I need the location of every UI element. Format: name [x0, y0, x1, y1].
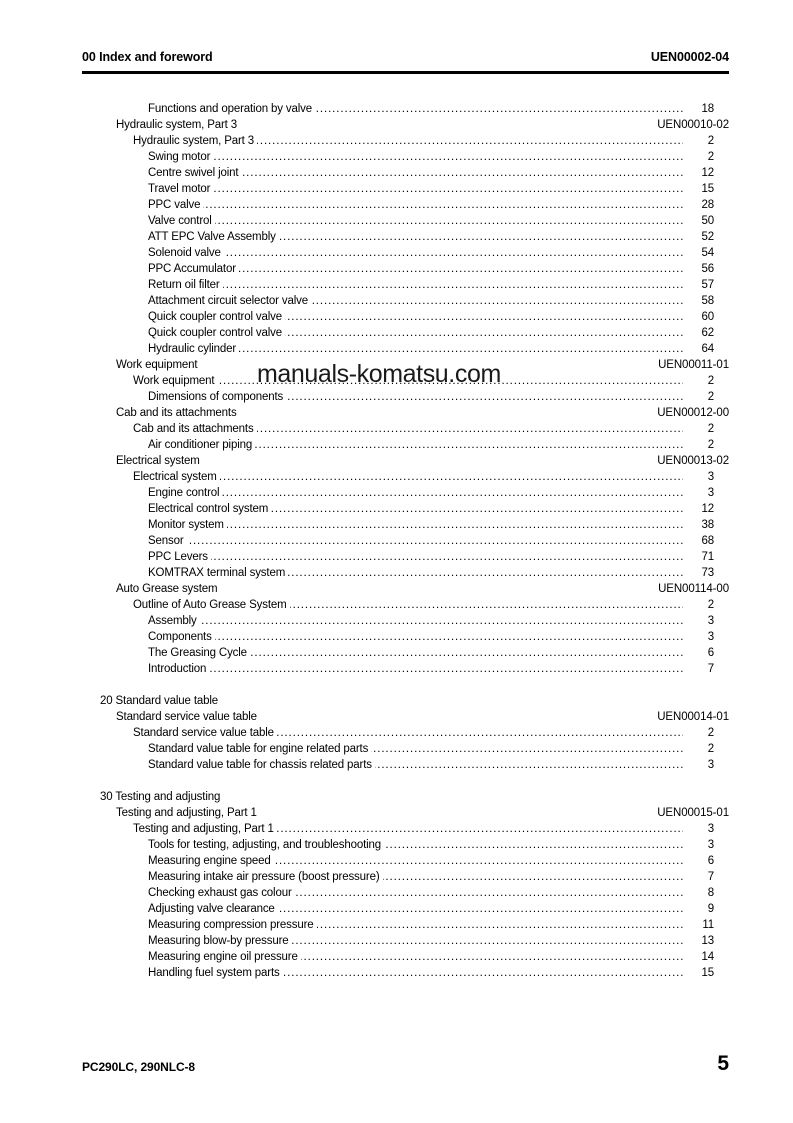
toc-entry-label: Testing and adjusting, Part 1 — [133, 821, 277, 837]
toc-row[interactable] — [0, 805, 793, 821]
toc-entry-page-number: 62 — [683, 325, 714, 341]
toc-leader-dots — [152, 517, 685, 533]
toc-row[interactable] — [0, 869, 793, 885]
toc-entry-page-number: 3 — [683, 485, 714, 501]
toc-entry-label: Checking exhaust gas colour — [148, 885, 295, 901]
toc-row[interactable] — [0, 837, 793, 853]
toc-row[interactable] — [0, 549, 793, 565]
toc-leader-dots — [152, 245, 685, 261]
toc-row[interactable] — [0, 709, 793, 725]
toc-row[interactable] — [0, 661, 793, 677]
toc-entry-page-number: 28 — [683, 197, 714, 213]
toc-entry-page-number: 64 — [683, 341, 714, 357]
toc-entry-label: Hydraulic system, Part 3 — [116, 117, 240, 133]
toc-row[interactable] — [0, 789, 793, 805]
toc-entry-page-number: 2 — [683, 149, 714, 165]
toc-entry-page-number: 50 — [683, 213, 714, 229]
header-rule — [82, 71, 729, 74]
toc-entry-page-number: 71 — [683, 549, 714, 565]
toc-entry-page-number: 3 — [683, 469, 714, 485]
toc-entry-label: Tools for testing, adjusting, and troubleshooting — [148, 837, 384, 853]
toc-entry-label: Measuring intake air pressure (boost pressure) — [148, 869, 383, 885]
toc-entry-label: Functions and operation by valve — [148, 101, 315, 117]
toc-entry-page-number: 9 — [683, 901, 714, 917]
toc-entry-page-number: 15 — [683, 181, 714, 197]
toc-entry-label: Measuring engine speed — [148, 853, 274, 869]
toc-row[interactable] — [0, 261, 793, 277]
toc-row[interactable] — [0, 581, 793, 597]
toc-entry-label: Work equipment — [116, 357, 200, 373]
toc-entry-label: 30 Testing and adjusting — [100, 789, 223, 805]
toc-leader-dots — [152, 149, 685, 165]
toc-entry-page-number: 38 — [683, 517, 714, 533]
toc-row[interactable] — [0, 405, 793, 421]
toc-row[interactable] — [0, 485, 793, 501]
toc-entry-page-number: 73 — [683, 565, 714, 581]
toc-row[interactable] — [0, 245, 793, 261]
toc-entry-page-number: 2 — [683, 389, 714, 405]
header-form-code: UEN00002-04 — [650, 50, 729, 64]
toc-row[interactable] — [0, 149, 793, 165]
toc-row[interactable] — [0, 213, 793, 229]
toc-entry-page-number: 12 — [683, 501, 714, 517]
toc-entry-page-number: 7 — [683, 661, 714, 677]
toc-entry-page-number: 3 — [683, 837, 714, 853]
toc-entry-page-number: 2 — [683, 421, 714, 437]
toc-row[interactable] — [0, 597, 793, 613]
toc-entry-page-number: 7 — [683, 869, 714, 885]
toc-entry-label: Monitor system — [148, 517, 227, 533]
toc-entry-label: Centre swivel joint — [148, 165, 241, 181]
toc-row[interactable] — [0, 821, 793, 837]
toc-entry-label: Measuring compression pressure — [148, 917, 317, 933]
toc-leader-dots — [152, 629, 685, 645]
toc-entry-page-number: 18 — [683, 101, 714, 117]
toc-entry-label: Outline of Auto Grease System — [133, 597, 290, 613]
toc-entry-form-code: UEN00014-01 — [657, 711, 729, 723]
toc-row[interactable] — [0, 645, 793, 661]
toc-entry-page-number: 2 — [683, 437, 714, 453]
toc-leader-dots — [152, 485, 685, 501]
toc-row[interactable] — [0, 165, 793, 181]
toc-entry-label: 20 Standard value table — [100, 693, 221, 709]
toc-row[interactable] — [0, 517, 793, 533]
footer-model: PC290LC, 290NLC-8 — [82, 1060, 196, 1074]
toc-entry-label: Travel motor — [148, 181, 213, 197]
toc-entry-form-code: UEN00114-00 — [658, 583, 729, 595]
watermark-text: manuals-komatsu.com — [257, 360, 501, 388]
toc-entry-page-number: 6 — [683, 645, 714, 661]
toc-row[interactable] — [0, 293, 793, 309]
toc-entry-label: Engine control — [148, 485, 222, 501]
toc-row[interactable] — [0, 277, 793, 293]
toc-leader-dots — [152, 613, 685, 629]
toc-entry-form-code: UEN00012-00 — [657, 407, 729, 419]
toc-entry-label: Testing and adjusting, Part 1 — [116, 805, 260, 821]
toc-entry-page-number: 11 — [683, 917, 714, 933]
toc-row[interactable] — [0, 389, 793, 405]
toc-entry-page-number: 52 — [683, 229, 714, 245]
toc-entry-label: Electrical system — [116, 453, 203, 469]
toc-entry-page-number: 6 — [683, 853, 714, 869]
toc-entry-label: Assembly — [148, 613, 200, 629]
toc-entry-label: Handling fuel system parts — [148, 965, 283, 981]
toc-entry-label: Cab and its attachments — [116, 405, 240, 421]
toc-leader-dots — [152, 213, 685, 229]
toc-entry-label: KOMTRAX terminal system — [148, 565, 288, 581]
toc-row[interactable] — [0, 725, 793, 741]
toc-entry-label: Introduction — [148, 661, 209, 677]
toc-entry-label: PPC Accumulator — [148, 261, 239, 277]
toc-row[interactable] — [0, 933, 793, 949]
toc-spacer — [0, 677, 793, 693]
toc-entry-page-number: 68 — [683, 533, 714, 549]
toc-entry-label: Quick coupler control valve — [148, 309, 285, 325]
toc-entry-page-number: 2 — [683, 725, 714, 741]
toc-entry-label: Attachment circuit selector valve — [148, 293, 311, 309]
toc-entry-page-number: 14 — [683, 949, 714, 965]
toc-row[interactable] — [0, 469, 793, 485]
toc-row[interactable] — [0, 181, 793, 197]
toc-row[interactable] — [0, 197, 793, 213]
toc-entry-form-code: UEN00011-01 — [658, 359, 729, 371]
toc-row[interactable] — [0, 101, 793, 117]
toc-row[interactable] — [0, 965, 793, 981]
toc-entry-label: The Greasing Cycle — [148, 645, 250, 661]
toc-entry-page-number: 3 — [683, 757, 714, 773]
toc-entry-label: Measuring blow-by pressure — [148, 933, 292, 949]
toc-row[interactable] — [0, 565, 793, 581]
toc-entry-form-code: UEN00015-01 — [657, 807, 729, 819]
toc-row[interactable] — [0, 437, 793, 453]
toc-entry-label: PPC valve — [148, 197, 203, 213]
toc-entry-page-number: 60 — [683, 309, 714, 325]
toc-entry-label: Adjusting valve clearance — [148, 901, 278, 917]
toc-row[interactable] — [0, 693, 793, 709]
toc-entry-page-number: 8 — [683, 885, 714, 901]
toc-row[interactable] — [0, 117, 793, 133]
toc-row[interactable] — [0, 629, 793, 645]
toc-leader-dots — [152, 181, 685, 197]
toc-leader-dots — [152, 549, 685, 565]
toc-entry-label: Standard value table for engine related parts — [148, 741, 371, 757]
toc-row[interactable] — [0, 853, 793, 869]
toc-entry-label: Components — [148, 629, 215, 645]
toc-entry-page-number: 58 — [683, 293, 714, 309]
toc-row[interactable] — [0, 613, 793, 629]
toc-entry-page-number: 3 — [683, 629, 714, 645]
toc-entry-label: Standard value table for chassis related parts — [148, 757, 375, 773]
toc-entry-label: Measuring engine oil pressure — [148, 949, 301, 965]
toc-entry-label: Standard service value table — [133, 725, 277, 741]
toc-entry-page-number: 13 — [683, 933, 714, 949]
toc-row[interactable] — [0, 757, 793, 773]
toc-entry-label: Hydraulic cylinder — [148, 341, 239, 357]
toc-entry-page-number: 57 — [683, 277, 714, 293]
page-header — [82, 50, 729, 64]
toc-entry-form-code: UEN00010-02 — [657, 119, 729, 131]
toc-entry-label: Standard service value table — [116, 709, 260, 725]
toc-row[interactable] — [0, 309, 793, 325]
toc-entry-label: Valve control — [148, 213, 215, 229]
toc-entry-label: Air conditioner piping — [148, 437, 255, 453]
toc-entry-form-code: UEN00013-02 — [657, 455, 729, 467]
footer-page-number: 5 — [717, 1052, 729, 1075]
toc-leader-dots — [152, 197, 685, 213]
toc-entry-label: Electrical system — [133, 469, 220, 485]
toc-row[interactable] — [0, 949, 793, 965]
table-of-contents — [0, 101, 793, 981]
toc-entry-page-number: 2 — [683, 133, 714, 149]
toc-row[interactable] — [0, 885, 793, 901]
toc-entry-label: Cab and its attachments — [133, 421, 257, 437]
toc-row[interactable] — [0, 917, 793, 933]
toc-entry-page-number: 3 — [683, 613, 714, 629]
toc-entry-page-number: 2 — [683, 597, 714, 613]
toc-row[interactable] — [0, 501, 793, 517]
toc-entry-label: Electrical control system — [148, 501, 271, 517]
toc-entry-page-number: 56 — [683, 261, 714, 277]
toc-entry-label: Quick coupler control valve — [148, 325, 285, 341]
toc-entry-page-number: 3 — [683, 821, 714, 837]
toc-row[interactable] — [0, 453, 793, 469]
toc-entry-page-number: 2 — [683, 373, 714, 389]
toc-leader-dots — [152, 277, 685, 293]
toc-entry-page-number: 54 — [683, 245, 714, 261]
toc-row[interactable] — [0, 325, 793, 341]
toc-row[interactable] — [0, 533, 793, 549]
toc-entry-label: Return oil filter — [148, 277, 223, 293]
toc-entry-label: ATT EPC Valve Assembly — [148, 229, 279, 245]
toc-row[interactable] — [0, 741, 793, 757]
toc-entry-label: PPC Levers — [148, 549, 211, 565]
toc-entry-label: Hydraulic system, Part 3 — [133, 133, 257, 149]
toc-row[interactable] — [0, 133, 793, 149]
toc-row[interactable] — [0, 341, 793, 357]
toc-entry-page-number: 15 — [683, 965, 714, 981]
toc-spacer — [0, 773, 793, 789]
header-section-title: 00 Index and foreword — [82, 50, 213, 64]
toc-row[interactable] — [0, 421, 793, 437]
toc-row[interactable] — [0, 901, 793, 917]
toc-row[interactable] — [0, 229, 793, 245]
toc-entry-label: Solenoid valve — [148, 245, 224, 261]
toc-leader-dots — [152, 661, 685, 677]
toc-entry-label: Swing motor — [148, 149, 213, 165]
toc-entry-page-number: 2 — [683, 741, 714, 757]
toc-entry-page-number: 12 — [683, 165, 714, 181]
toc-entry-label: Work equipment — [133, 373, 217, 389]
toc-entry-label: Sensor — [148, 533, 187, 549]
toc-leader-dots — [152, 533, 685, 549]
toc-entry-label: Dimensions of components — [148, 389, 286, 405]
toc-entry-label: Auto Grease system — [116, 581, 220, 597]
